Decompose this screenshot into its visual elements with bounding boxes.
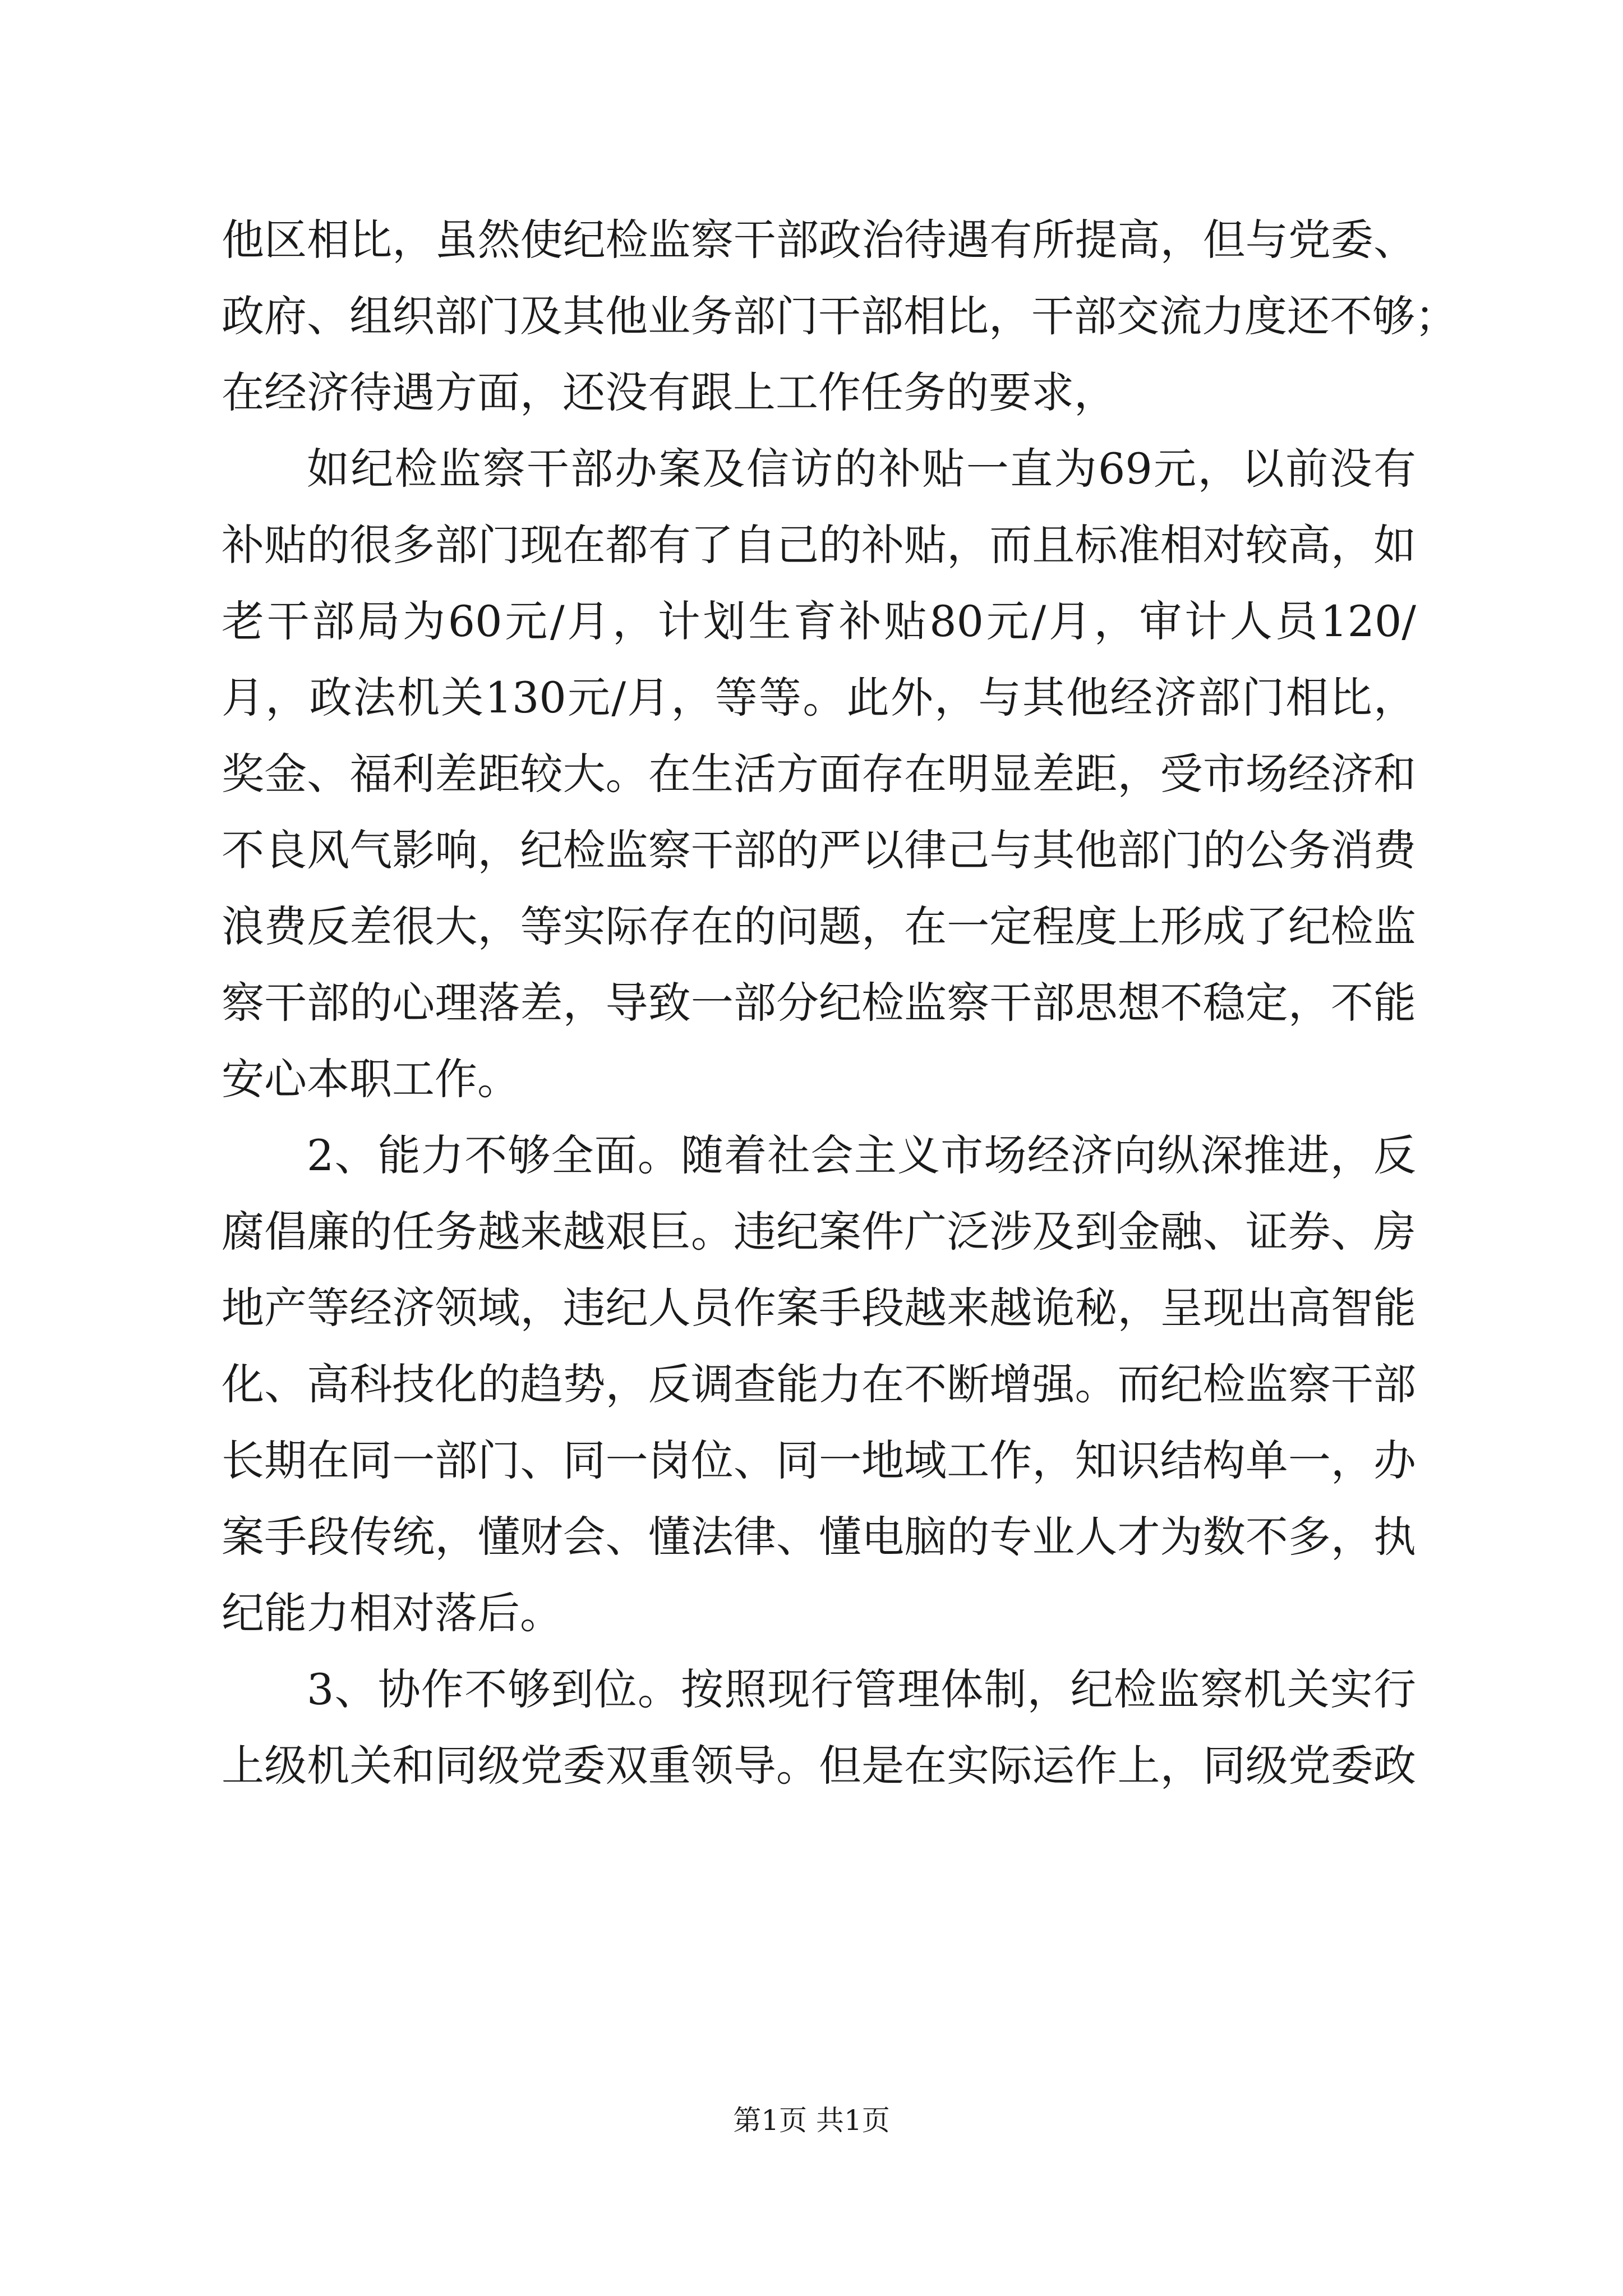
text-line: 不良风气影响，纪检监察干部的严以律己与其他部门的公务消费 — [222, 825, 1416, 875]
text-line: 长期在同一部门、同一岗位、同一地域工作，知识结构单一，办 — [222, 1435, 1416, 1485]
text-line: 他区相比，虽然使纪检监察干部政治待遇有所提高，但与党委、 — [222, 215, 1416, 265]
page-number-label: 第1页 共1页 — [733, 2104, 890, 2137]
text-line: 纪能力相对落后。 — [222, 1588, 562, 1638]
text-line: 上级机关和同级党委双重领导。但是在实际运作上，同级党委政 — [222, 1741, 1416, 1791]
text-line: 月，政法机关130元/月，等等。此外，与其他经济部门相比， — [222, 673, 1416, 723]
text-line: 政府、组织部门及其他业务部门干部相比，干部交流力度还不够； — [222, 291, 1458, 341]
paragraph-first-line: 如纪检监察干部办案及信访的补贴一直为69元，以前没有 — [307, 444, 1416, 494]
document-body — [222, 202, 1458, 1804]
page-footer — [0, 2098, 1623, 2138]
paragraph-first-line: 3、协作不够到位。按照现行管理体制，纪检监察机关实行 — [307, 1664, 1416, 1714]
text-line: 在经济待遇方面，还没有跟上工作任务的要求， — [222, 367, 1117, 417]
text-line: 察干部的心理落差，导致一部分纪检监察干部思想不稳定，不能 — [222, 978, 1416, 1028]
text-line: 化、高科技化的趋势，反调查能力在不断增强。而纪检监察干部 — [222, 1359, 1416, 1409]
text-line: 浪费反差很大，等实际存在的问题，在一定程度上形成了纪检监 — [222, 901, 1416, 951]
text-line: 老干部局为60元/月，计划生育补贴80元/月，审计人员120/ — [222, 596, 1416, 646]
text-line: 安心本职工作。 — [222, 1054, 520, 1104]
text-line: 地产等经济领域，违纪人员作案手段越来越诡秘，呈现出高智能 — [222, 1283, 1416, 1333]
text-line: 奖金、福利差距较大。在生活方面存在明显差距，受市场经济和 — [222, 749, 1416, 799]
text-line: 腐倡廉的任务越来越艰巨。违纪案件广泛涉及到金融、证券、房 — [222, 1207, 1416, 1257]
text-line: 案手段传统，懂财会、懂法律、懂电脑的专业人才为数不多，执 — [222, 1512, 1416, 1562]
paragraph-first-line: 2、能力不够全面。随着社会主义市场经济向纵深推进，反 — [307, 1130, 1416, 1180]
text-line: 补贴的很多部门现在都有了自己的补贴，而且标准相对较高，如 — [222, 520, 1416, 570]
